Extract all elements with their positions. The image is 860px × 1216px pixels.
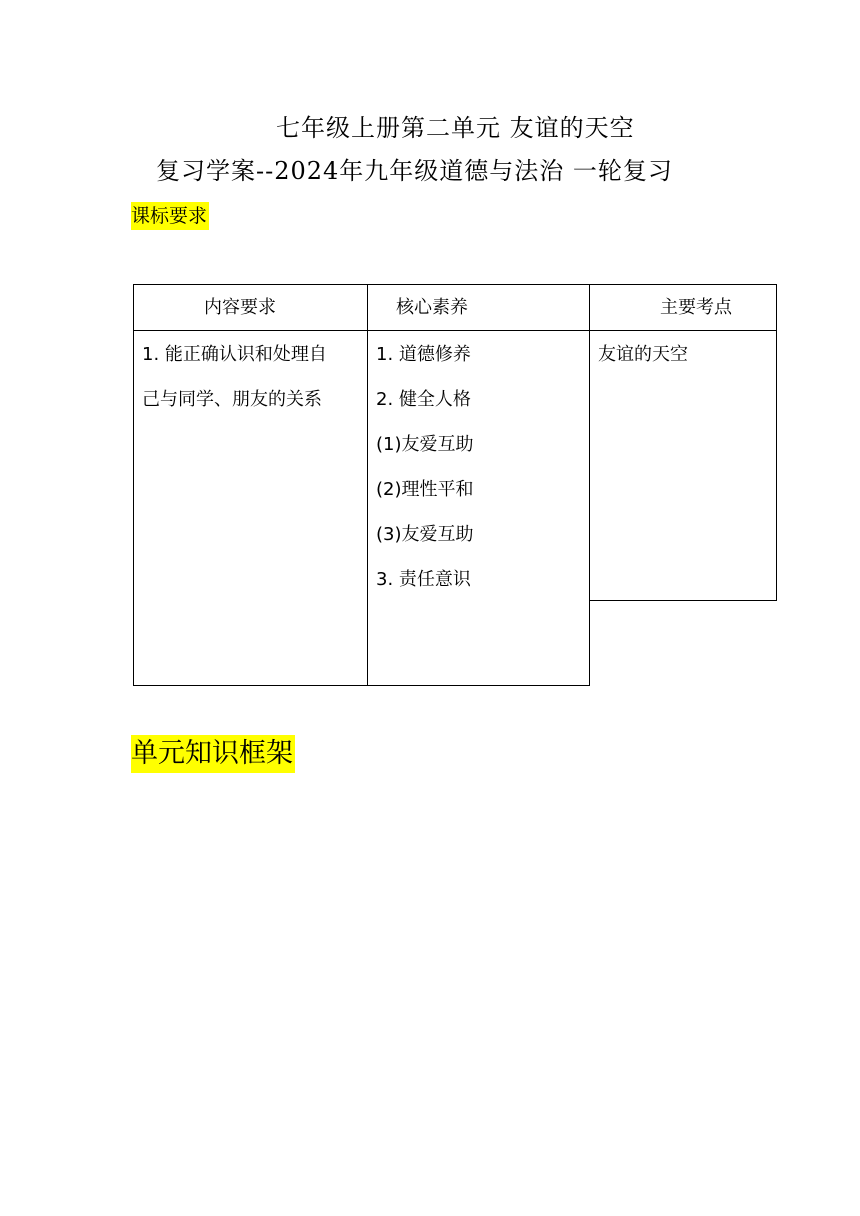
content-requirement-line: 1. 能正确认识和处理自 (142, 344, 327, 365)
table-column-divider-1 (367, 284, 368, 686)
table-border-top (133, 284, 777, 285)
document-subtitle: 复习学案--2024年九年级道德与法治 一轮复习 (156, 157, 673, 185)
content-requirement-line: 己与同学、朋友的关系 (142, 389, 322, 410)
section-heading-curriculum: 课标要求 (131, 202, 209, 230)
table-border-bottom-left (133, 685, 590, 686)
content-requirement-cell (142, 332, 327, 422)
main-point-item: 友谊的天空 (598, 344, 688, 365)
main-points-cell (598, 332, 688, 377)
core-literacy-item: (2)理性平和 (376, 479, 474, 500)
table-header-points: 主要考点 (660, 297, 732, 318)
section-heading-framework: 单元知识框架 (131, 735, 295, 773)
core-literacy-item: 2. 健全人格 (376, 389, 471, 410)
document-title: 七年级上册第二单元 友谊的天空 (276, 114, 635, 142)
core-literacy-cell (376, 332, 474, 602)
core-literacy-item: (1)友爱互助 (376, 434, 474, 455)
table-header-literacy: 核心素养 (396, 297, 468, 318)
core-literacy-item: (3)友爱互助 (376, 524, 474, 545)
core-literacy-item: 3. 责任意识 (376, 569, 471, 590)
table-column-divider-2 (589, 284, 590, 686)
table-border-right (776, 284, 777, 601)
table-header-divider (133, 330, 777, 331)
table-header-content: 内容要求 (204, 297, 276, 318)
core-literacy-item: 1. 道德修养 (376, 344, 471, 365)
table-border-left (133, 284, 134, 686)
table-border-bottom-right (590, 600, 777, 601)
